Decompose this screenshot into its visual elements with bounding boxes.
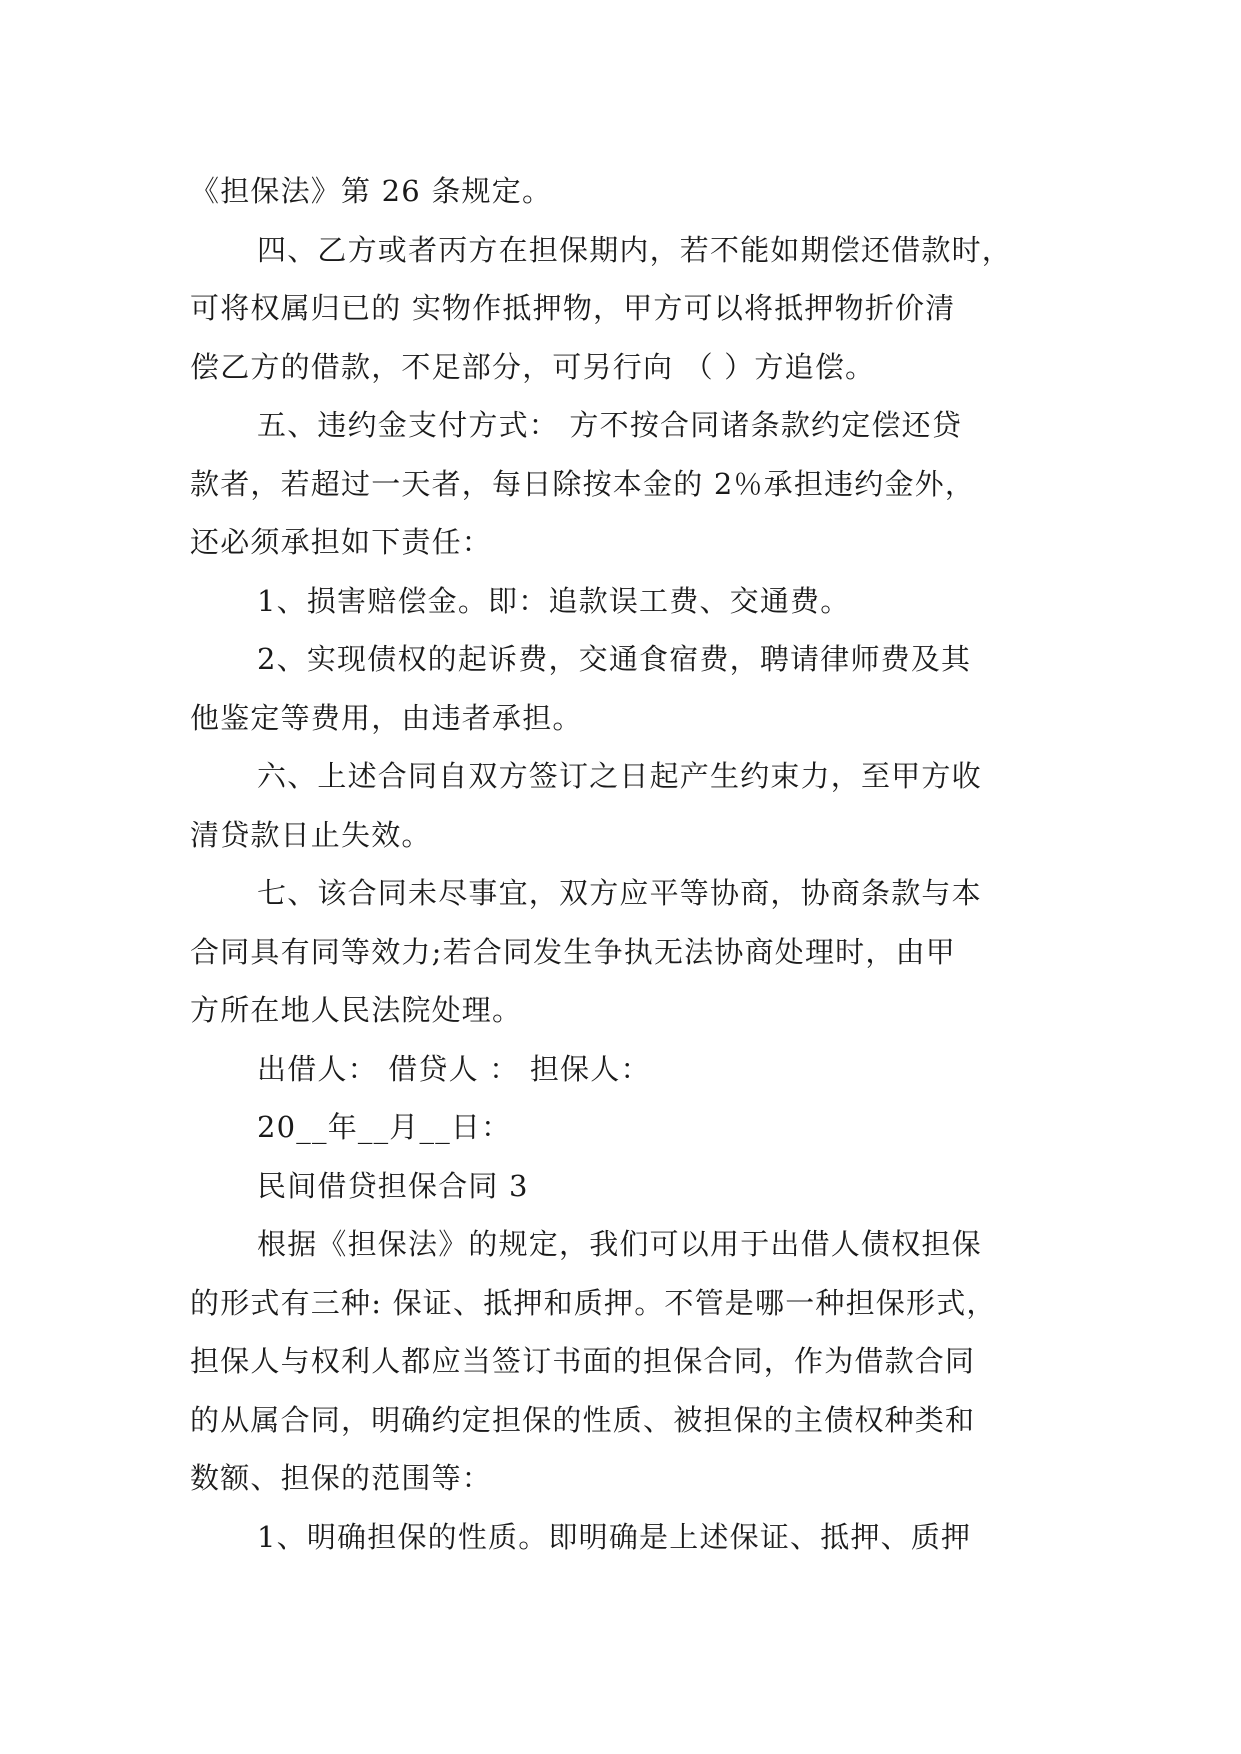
text-line: 1、损害赔偿金。即：追款误工费、交通费。 [257, 583, 851, 618]
text-line: 的从属合同，明确约定担保的性质、被担保的主债权种类和 [190, 1402, 976, 1437]
document-body [190, 162, 1050, 1566]
text-line: 合同具有同等效力;若合同发生争执无法协商处理时，由甲 [190, 934, 956, 969]
text-line: 数额、担保的范围等： [190, 1461, 493, 1495]
text-line: 还必须承担如下责任： [190, 525, 493, 559]
text-line: 可将权属归已的 实物作抵押物，甲方可以将抵押物折价清 [190, 291, 956, 325]
text-line: 四、乙方或者丙方在担保期内，若不能如期偿还借款时， [257, 232, 1013, 267]
signature-line: 出借人： 借贷人 ： 担保人： [257, 1051, 651, 1086]
date-line: 20__年__月__日： [257, 1110, 512, 1144]
text-line: 七、该合同未尽事宜，双方应平等协商，协商条款与本 [257, 876, 982, 910]
section-heading: 民间借贷担保合同 3 [257, 1168, 529, 1203]
text-line: 他鉴定等费用，由违者承担。 [190, 700, 583, 735]
text-line: 偿乙方的借款，不足部分，可另行向 （ ）方追偿。 [190, 349, 876, 384]
text-line: 六、上述合同自双方签订之日起产生约束力，至甲方收 [257, 759, 982, 793]
text-line: 清贷款日止失效。 [190, 817, 432, 852]
text-line: 的形式有三种: 保证、抵押和质押。不管是哪一种担保形式， [190, 1285, 997, 1320]
text-line: 《担保法》第 26 条规定。 [190, 174, 553, 208]
text-line: 担保人与权利人都应当签订书面的担保合同，作为借款合同 [190, 1344, 976, 1378]
text-line: 2、实现债权的起诉费，交通食宿费，聘请律师费及其 [257, 642, 972, 676]
text-line: 方所在地人民法院处理。 [190, 993, 523, 1027]
text-line: 1、明确担保的性质。即明确是上述保证、抵押、质押 [257, 1519, 972, 1554]
text-line: 根据《担保法》的规定，我们可以用于出借人债权担保 [257, 1227, 982, 1261]
text-line: 款者，若超过一天者，每日除按本金的 2％承担违约金外， [190, 466, 976, 501]
text-line: 五、违约金支付方式： 方不按合同诸条款约定偿还贷 [257, 408, 963, 442]
